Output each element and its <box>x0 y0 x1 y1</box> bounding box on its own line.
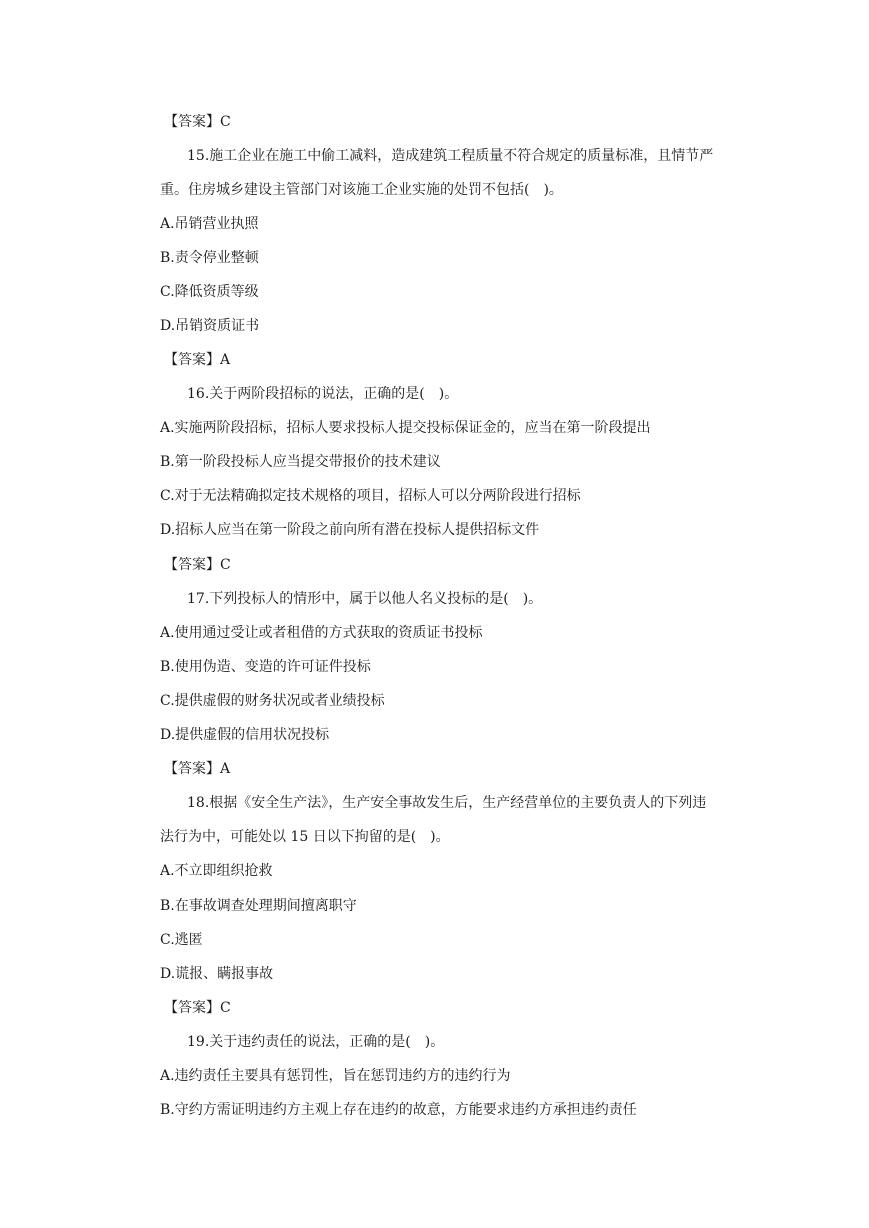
answer-line: 【答案】A <box>164 352 231 368</box>
option-line: D.吊销资质证书 <box>160 318 260 334</box>
option-line: C.提供虚假的财务状况或者业绩投标 <box>160 693 385 709</box>
option-line: D.谎报、瞒报事故 <box>160 966 274 982</box>
option-line: B.责令停业整顿 <box>160 250 259 266</box>
option-line: B.在事故调查处理期间擅离职守 <box>160 898 357 914</box>
question-line: 重。住房城乡建设主管部门对该施工企业实施的处罚不包括( )。 <box>160 182 563 198</box>
option-line: B.第一阶段投标人应当提交带报价的技术建议 <box>160 454 441 470</box>
option-line: B.使用伪造、变造的许可证件投标 <box>160 659 371 675</box>
option-line: D.提供虚假的信用状况投标 <box>160 727 330 743</box>
option-line: A.吊销营业执照 <box>160 216 259 232</box>
question-line: 17.下列投标人的情形中，属于以他人名义投标的是( )。 <box>187 591 543 607</box>
answer-line: 【答案】C <box>164 557 231 573</box>
option-line: A.不立即组织抢救 <box>160 863 273 879</box>
question-line: 18.根据《安全生产法》，生产安全事故发生后，生产经营单位的主要负责人的下列违 <box>187 795 707 811</box>
option-line: C.降低资质等级 <box>160 284 259 300</box>
option-line: A.实施两阶段招标，招标人要求投标人提交投标保证金的，应当在第一阶段提出 <box>160 420 651 436</box>
option-line: A.违约责任主要具有惩罚性，旨在惩罚违约方的违约行为 <box>160 1068 511 1084</box>
option-line: C.逃匿 <box>160 932 203 948</box>
answer-line: 【答案】A <box>164 761 231 777</box>
question-line: 19.关于违约责任的说法，正确的是( )。 <box>187 1034 445 1050</box>
option-line: D.招标人应当在第一阶段之前向所有潜在投标人提供招标文件 <box>160 522 540 538</box>
option-line: C.对于无法精确拟定技术规格的项目，招标人可以分两阶段进行招标 <box>160 488 581 504</box>
answer-line: 【答案】C <box>164 114 231 130</box>
option-line: A.使用通过受让或者租借的方式获取的资质证书投标 <box>160 625 483 641</box>
option-line: B.守约方需证明违约方主观上存在违约的故意，方能要求违约方承担违约责任 <box>160 1102 637 1118</box>
question-line: 法行为中，可能处以 15 日以下拘留的是( )。 <box>160 829 450 845</box>
question-line: 15.施工企业在施工中偷工减料，造成建筑工程质量不符合规定的质量标准，且情节严 <box>187 148 714 164</box>
answer-line: 【答案】C <box>164 1000 231 1016</box>
question-line: 16.关于两阶段招标的说法，正确的是( )。 <box>187 386 459 402</box>
